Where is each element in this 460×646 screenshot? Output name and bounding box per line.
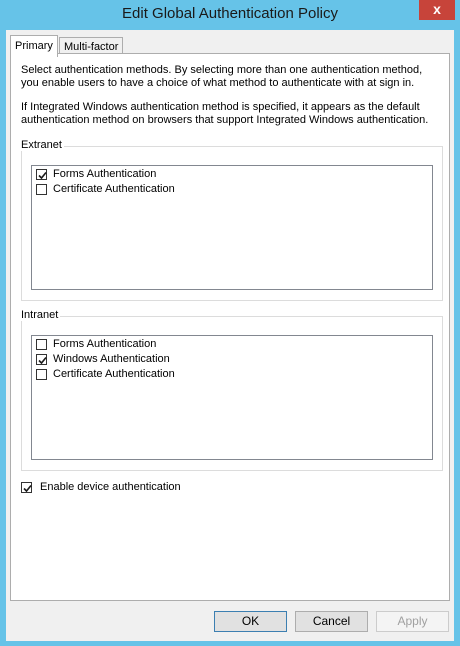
dialog-body <box>6 30 454 641</box>
extranet-group-title: Extranet <box>21 139 62 151</box>
apply-button[interactable]: Apply <box>376 611 449 632</box>
item-label: Windows Authentication <box>53 353 170 365</box>
cancel-button[interactable]: Cancel <box>295 611 368 632</box>
checkbox[interactable] <box>36 369 47 380</box>
extranet-method-list <box>31 165 433 290</box>
tab-multi-factor[interactable]: Multi-factor <box>59 37 123 55</box>
checkmark-icon <box>37 355 48 366</box>
close-button[interactable] <box>419 0 455 20</box>
checkbox[interactable] <box>36 169 47 180</box>
item-label: Certificate Authentication <box>53 183 175 195</box>
intranet-method-list <box>31 335 433 460</box>
enable-device-auth-label: Enable device authentication <box>40 481 181 493</box>
description-windows-auth: If Integrated Windows authentication method is specified, it appears as the default authentication method on browsers that support Integrated Windows authentication. <box>21 101 429 126</box>
item-label: Forms Authentication <box>53 338 157 350</box>
item-label: Certificate Authentication <box>53 368 175 380</box>
tab-panel-primary <box>10 53 450 601</box>
intranet-group-title: Intranet <box>21 309 59 321</box>
ok-button[interactable]: OK <box>214 611 287 632</box>
window-title: Edit Global Authentication Policy <box>122 5 338 22</box>
intranet-group <box>21 309 443 471</box>
tab-primary[interactable]: Primary <box>10 35 58 57</box>
checkbox[interactable] <box>36 354 47 365</box>
checkbox[interactable] <box>36 339 47 350</box>
checkbox[interactable] <box>21 482 32 493</box>
close-icon: x <box>433 1 441 17</box>
item-label: Forms Authentication <box>53 168 157 180</box>
extranet-group <box>21 139 443 301</box>
checkbox[interactable] <box>36 184 47 195</box>
description-methods: Select authentication methods. By selecting more than one authentication method, you enable users to have a choice of what method to authenticate with at sign in. <box>21 64 423 89</box>
checkmark-icon <box>22 483 33 494</box>
checkmark-icon <box>37 170 48 181</box>
